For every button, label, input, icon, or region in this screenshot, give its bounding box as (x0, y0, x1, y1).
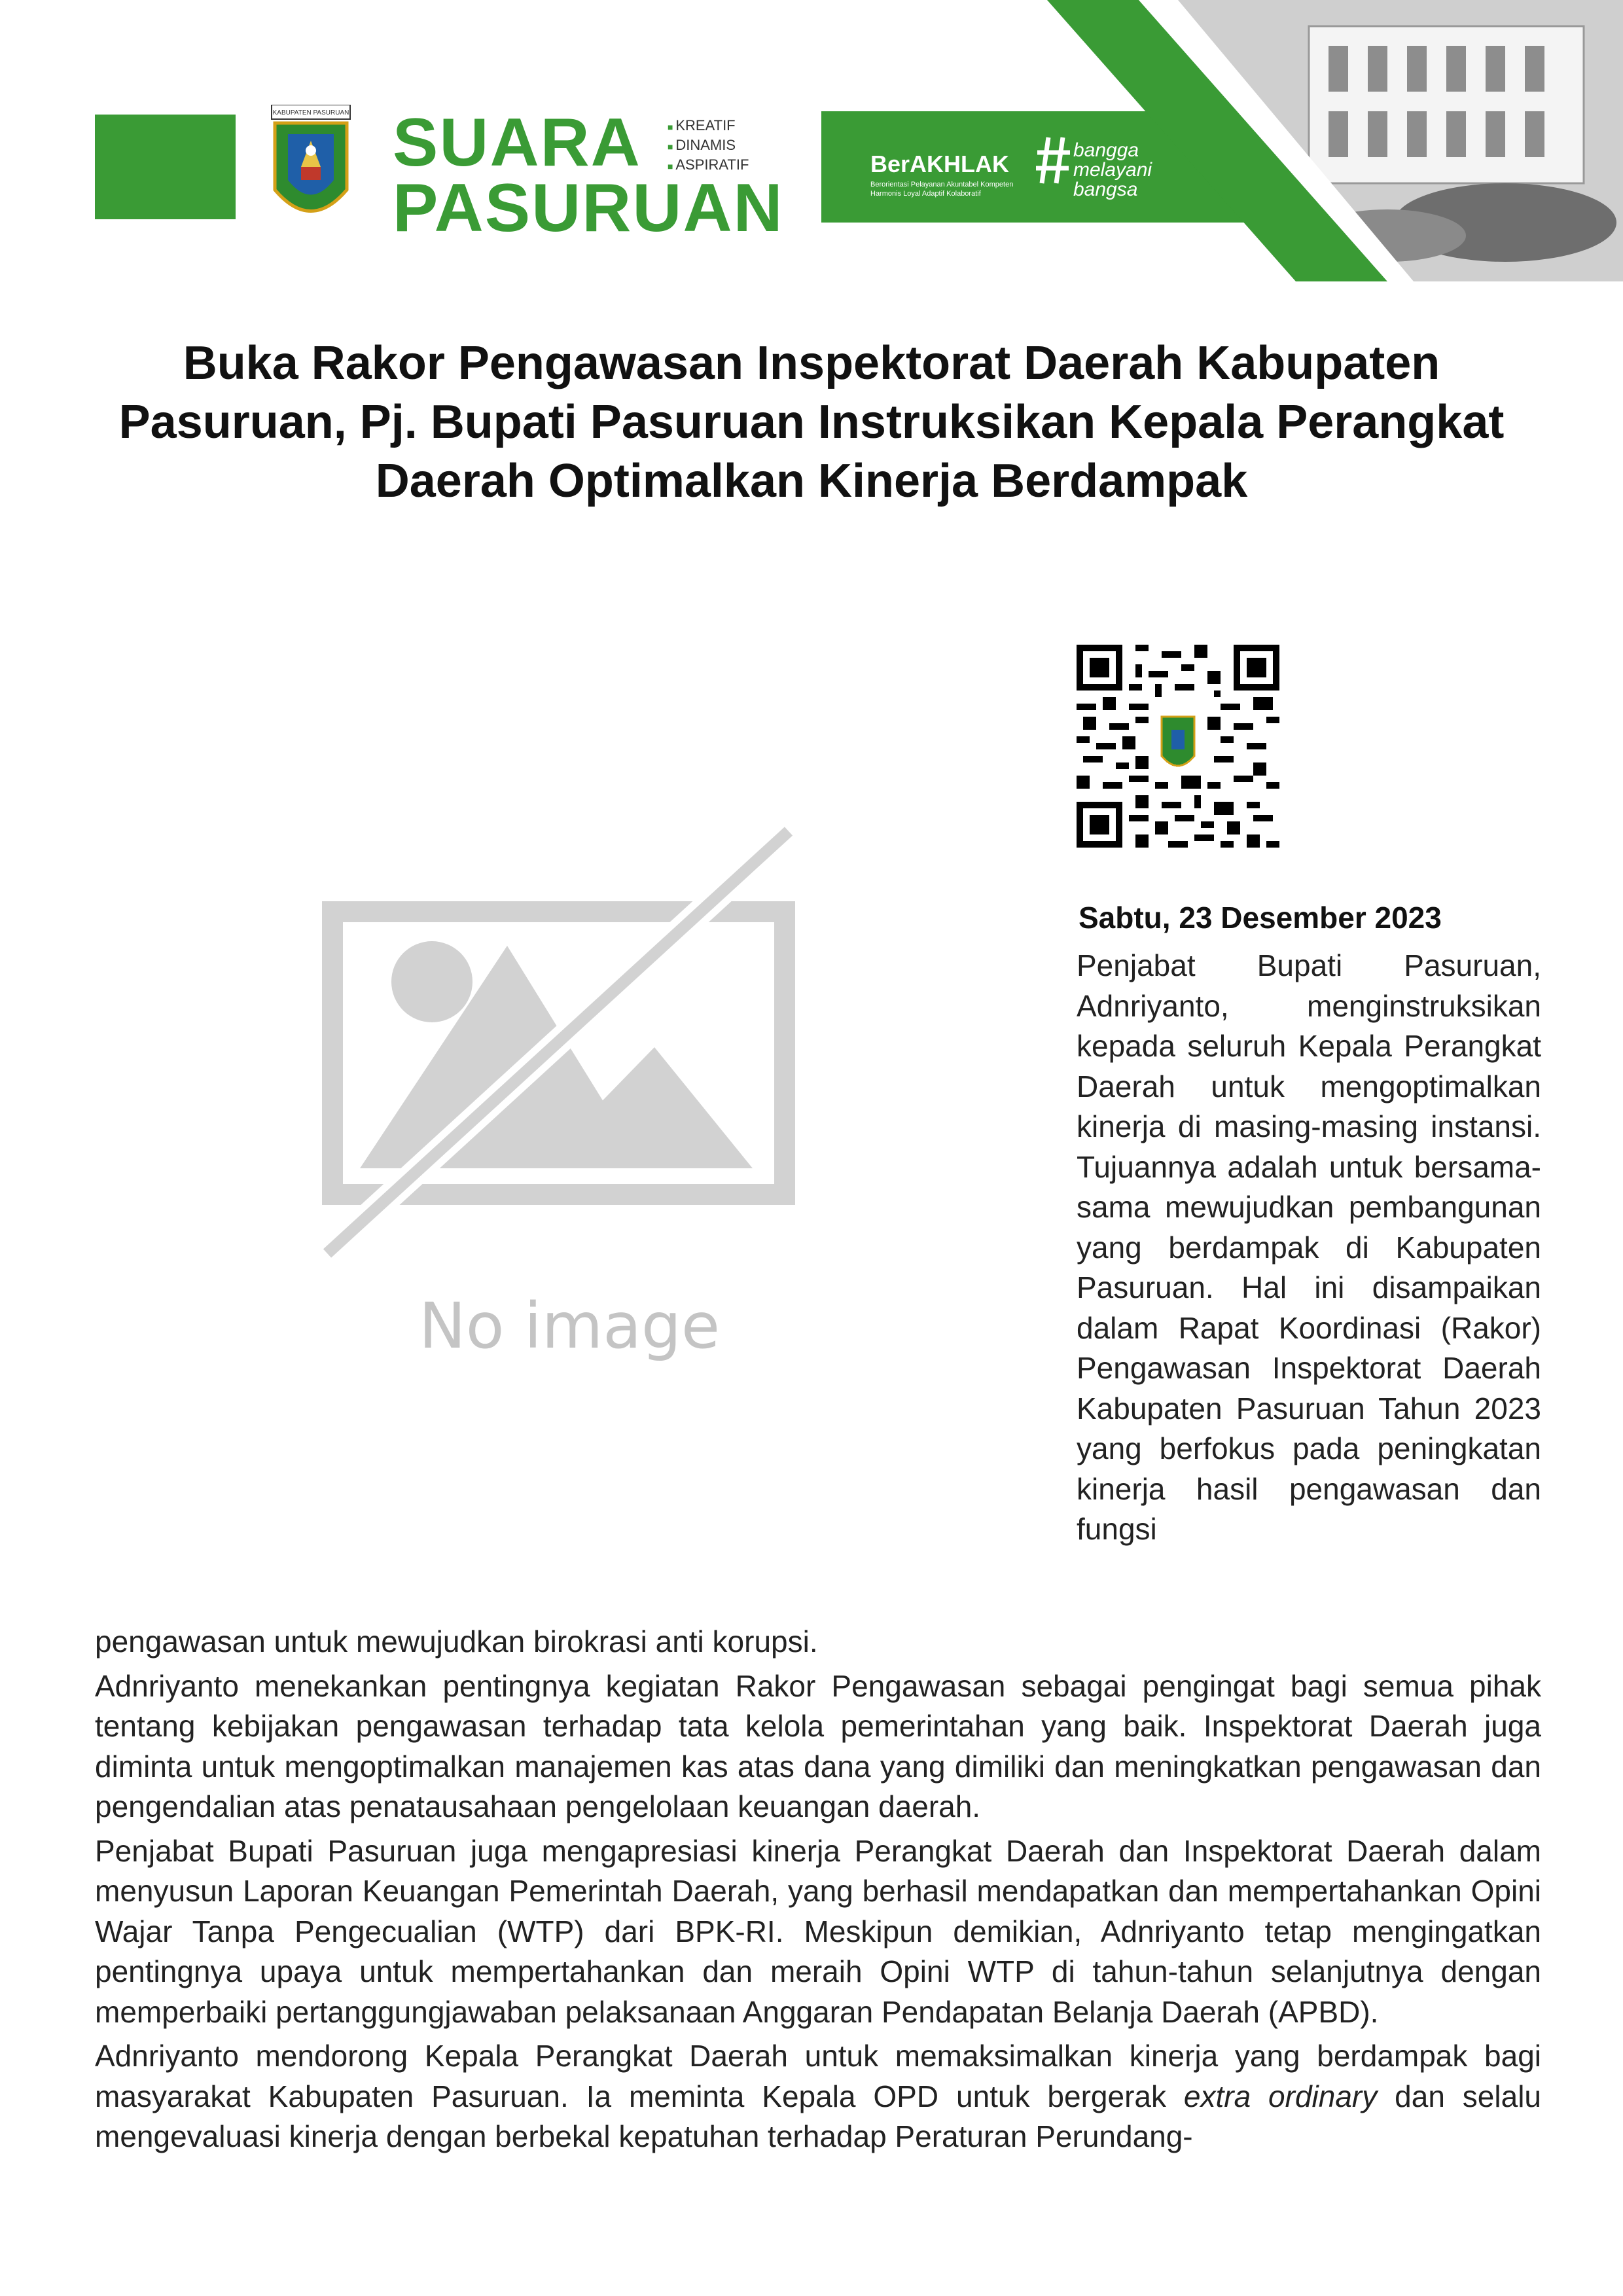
pasuruan-crest-logo (268, 105, 353, 229)
hashtag-word: melayani (1073, 159, 1152, 181)
paragraph: Adnriyanto menekankan pentingnya kegiatan Rakor Pengawasan sebagai pengingat bagi semua pihak tentang kebijakan pengawasan terhadap tata kelola pemerintahan yang baik. Inspektorat Daerah juga diminta untuk mengoptimalkan manajemen kas atas dana yang dimiliki dan meningkatkan pengawasan dan pengendalian atas penatausahaan pengelolaan keuangan daerah. (95, 1668, 1541, 1823)
brand-line-2: PASURUAN (393, 170, 784, 246)
tagline-item: ■ KREATIF (668, 117, 759, 136)
paragraph-continuation: pengawasan untuk mewujudkan birokrasi anti korupsi. (95, 1624, 818, 1659)
hashtag-text (1073, 141, 1152, 200)
paragraph: Penjabat Bupati Pasuruan juga mengapresiasi kinerja Perangkat Daerah dan Inspektorat Daerah dalam menyusun Laporan Keuangan Pemerintah Daerah, yang berhasil mendapatkan dan mempertahankan Opini Wajar Tanpa Pengecualian (WTP) dari BPK-RI. Meskipun demikian, Adnriyanto tetap mengingatkan pentingnya upaya untuk mempertahankan dan meraih Opini WTP di tahun-tahun selanjutnya dengan memperbaiki pertanggungjawaban pelaksanaan Anggaran Pendapatan Belanja Daerah (APBD). (95, 1833, 1541, 2029)
tagline-item: ■ DINAMIS (668, 136, 759, 156)
brand-tagline (668, 117, 759, 175)
qr-code[interactable] (1077, 645, 1279, 848)
paragraph-text: dan selalu mengevaluasi kinerja dengan berbekal kepatuhan terhadap Peraturan Perundang- (95, 2079, 1541, 2153)
paragraph (95, 2036, 1541, 2157)
article-intro-column: Penjabat Bupati Pasuruan, Adnriyanto, menginstruksikan kepada seluruh Kepala Perangkat Daerah untuk mengoptimalkan kinerja di masing-masing instansi. Tujuannya adalah untuk bersama-sama mewujudkan pembangunan yang berdampak di Kabupaten Pasuruan. Hal ini disampaikan dalam Rapat Koordinasi (Rakor) Pengawasan Inspektorat Daerah Kabupaten Pasuruan Tahun 2023 yang berfokus pada peningkatan kinerja hasil pengawasan dan fungsi (1077, 948, 1541, 1546)
brand-line-1: SUARA (393, 105, 641, 181)
hashtag-word: bangga (1073, 139, 1139, 161)
crest-caption: KABUPATEN PASURUAN (272, 109, 349, 117)
berakhlak-subtitle: Berorientasi Pelayanan Akuntabel Kompeten Harmonis Loyal Adaptif Kolaboratif (870, 181, 1014, 198)
no-image-label: No image (418, 1289, 721, 1363)
berakhlak-logo-text: BerAKHLAK (870, 151, 1010, 177)
image-placeholder (288, 825, 851, 1407)
hashtag-icon (1034, 134, 1073, 190)
hashtag-word: bangsa (1073, 179, 1138, 200)
paragraph-text: Adnriyanto mendorong Kepala Perangkat Daerah untuk memaksimalkan kinerja yang berdampak bagi masyarakat Kabupaten Pasuruan. Ia meminta Kepala OPD untuk bergerak (95, 2039, 1541, 2113)
article-title: Buka Rakor Pengawasan Inspektorat Daerah Kabupaten Pasuruan, Pj. Bupati Pasuruan Instruksikan Kepala Perangkat Daerah Optimalkan Kinerja Berdampak (118, 337, 1505, 507)
tagline-item: ■ ASPIRATIF (668, 156, 759, 175)
article-body (95, 1622, 1541, 2161)
paragraph-emphasis: extra ordinary (1183, 2079, 1378, 2113)
article-date: Sabtu, 23 Desember 2023 (1079, 901, 1442, 935)
header-green-block-left (95, 115, 236, 219)
